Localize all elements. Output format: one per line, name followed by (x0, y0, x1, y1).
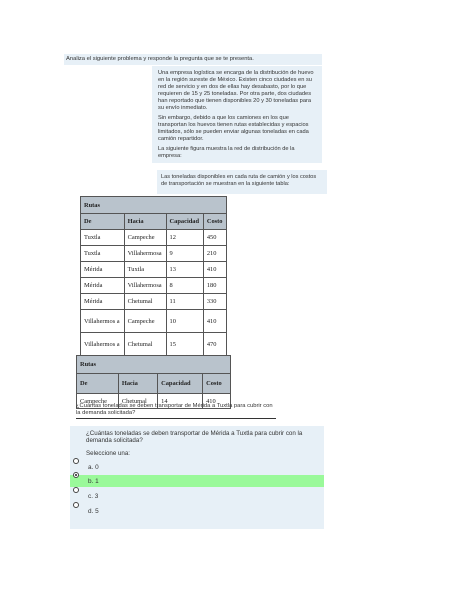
table-header-row (81, 214, 227, 230)
problem-paragraph-3: La siguiente figura muestra la red de distribución de la empresa: (158, 146, 295, 159)
column-header-hacia: Hacia (124, 214, 166, 230)
table-row (81, 333, 227, 356)
column-header-capacidad: Capacidad (166, 214, 203, 230)
intro-instruction: Analiza el siguiente problema y responde la pregunta que se te presenta. (64, 54, 322, 65)
cell-hacia: Villahermosa (124, 246, 166, 262)
cell-capacidad: 8 (166, 278, 203, 294)
cell-costo: 330 (203, 294, 226, 310)
cell-hacia: Villahermosa (124, 278, 166, 294)
radio-button[interactable] (73, 502, 79, 508)
table-intro: Las toneladas disponibles en cada ruta de camión y los costos de transportación se muestran en la siguiente tabla: (157, 170, 327, 194)
option-d[interactable] (70, 505, 324, 517)
cell-costo: 180 (203, 278, 226, 294)
cell-capacidad: 11 (166, 294, 203, 310)
table-row (81, 278, 227, 294)
table-title: Rutas (81, 197, 227, 214)
table-title-row (81, 197, 227, 214)
table-title-row (77, 356, 231, 374)
cell-capacidad: 14 (158, 394, 203, 409)
problem-paragraph-2: Sin embargo, debido a que los camiones en los que transportan los huevos tienen rutas establecidas y espacios limitados, sólo se pueden enviar algunas toneladas en cada camión repartidor. (158, 115, 309, 142)
table-row (81, 294, 227, 310)
column-header-de: De (81, 214, 125, 230)
cell-capacidad: 12 (166, 230, 203, 246)
cell-hacia: Campeche (124, 310, 166, 333)
routes-table (80, 196, 227, 356)
cell-de: Mérida (81, 278, 125, 294)
option-a[interactable] (70, 461, 324, 473)
cell-capacidad: 15 (166, 333, 203, 356)
problem-statement (152, 66, 322, 163)
column-header-costo: Costo (203, 374, 231, 394)
problem-paragraph-1: Una empresa logística se encarga de la distribución de huevo en la región sureste de México. Existen cinco ciudades en su red de servicio y en dos de ellas hay desabasto, por lo que requieren de 15 y 25 toneladas. Por otra parte, dos ciudades han reportado que tienen disponibles 20 y 30 toneladas para su envío inmediato. (158, 70, 314, 111)
cell-capacidad: 9 (166, 246, 203, 262)
cell-hacia: Chetumal (124, 294, 166, 310)
option-c[interactable] (70, 490, 324, 502)
cell-costo: 210 (203, 246, 226, 262)
quiz-question-panel (70, 426, 324, 529)
cell-de: Mérida (81, 294, 125, 310)
column-header-costo: Costo (203, 214, 226, 230)
cell-de: Mérida (81, 262, 125, 278)
cell-costo: 450 (203, 230, 226, 246)
cell-costo: 410 (203, 394, 231, 409)
column-header-hacia: Hacia (118, 374, 157, 394)
option-b[interactable] (70, 475, 324, 487)
column-header-capacidad: Capacidad (158, 374, 203, 394)
table-row (81, 310, 227, 333)
cell-de: Villahermos a (81, 333, 125, 356)
table-row (81, 262, 227, 278)
option-label: b. 1 (88, 478, 99, 485)
column-header-de: De (77, 374, 119, 394)
cell-capacidad: 10 (166, 310, 203, 333)
option-label: d. 5 (88, 508, 99, 515)
cell-hacia: Chetumal (118, 394, 157, 409)
radio-button[interactable] (73, 458, 79, 464)
cell-costo: 470 (203, 333, 226, 356)
option-label: a. 0 (88, 464, 99, 471)
cell-costo: 410 (203, 310, 226, 333)
cell-hacia: Campeche (124, 230, 166, 246)
table-header-row (77, 374, 231, 394)
table-row (81, 246, 227, 262)
cell-hacia: Chetumal (124, 333, 166, 356)
radio-button-selected[interactable] (73, 472, 79, 478)
cell-de: Villahermos a (81, 310, 125, 333)
radio-button[interactable] (73, 487, 79, 493)
cell-costo: 410 (203, 262, 226, 278)
question-text-repeated: ¿Cuántas toneladas se deben transportar de Mérida a Tuxtla para cubrir con la demanda solicitada? (76, 403, 276, 419)
cell-capacidad: 13 (166, 262, 203, 278)
question-text: ¿Cuántas toneladas se deben transportar de Mérida a Tuxtla para cubrir con la demanda solicitada? (86, 430, 303, 444)
cell-de: Tuxtla (81, 230, 125, 246)
cell-hacia: Tuxtla (124, 262, 166, 278)
cell-de: Tuxtla (81, 246, 125, 262)
routes-table-continued (76, 355, 231, 409)
table-title: Rutas (77, 356, 231, 374)
table-row (81, 230, 227, 246)
option-label: c. 3 (88, 493, 99, 500)
cell-de: Campeche (77, 394, 119, 409)
select-label: Seleccione una: (86, 450, 131, 457)
